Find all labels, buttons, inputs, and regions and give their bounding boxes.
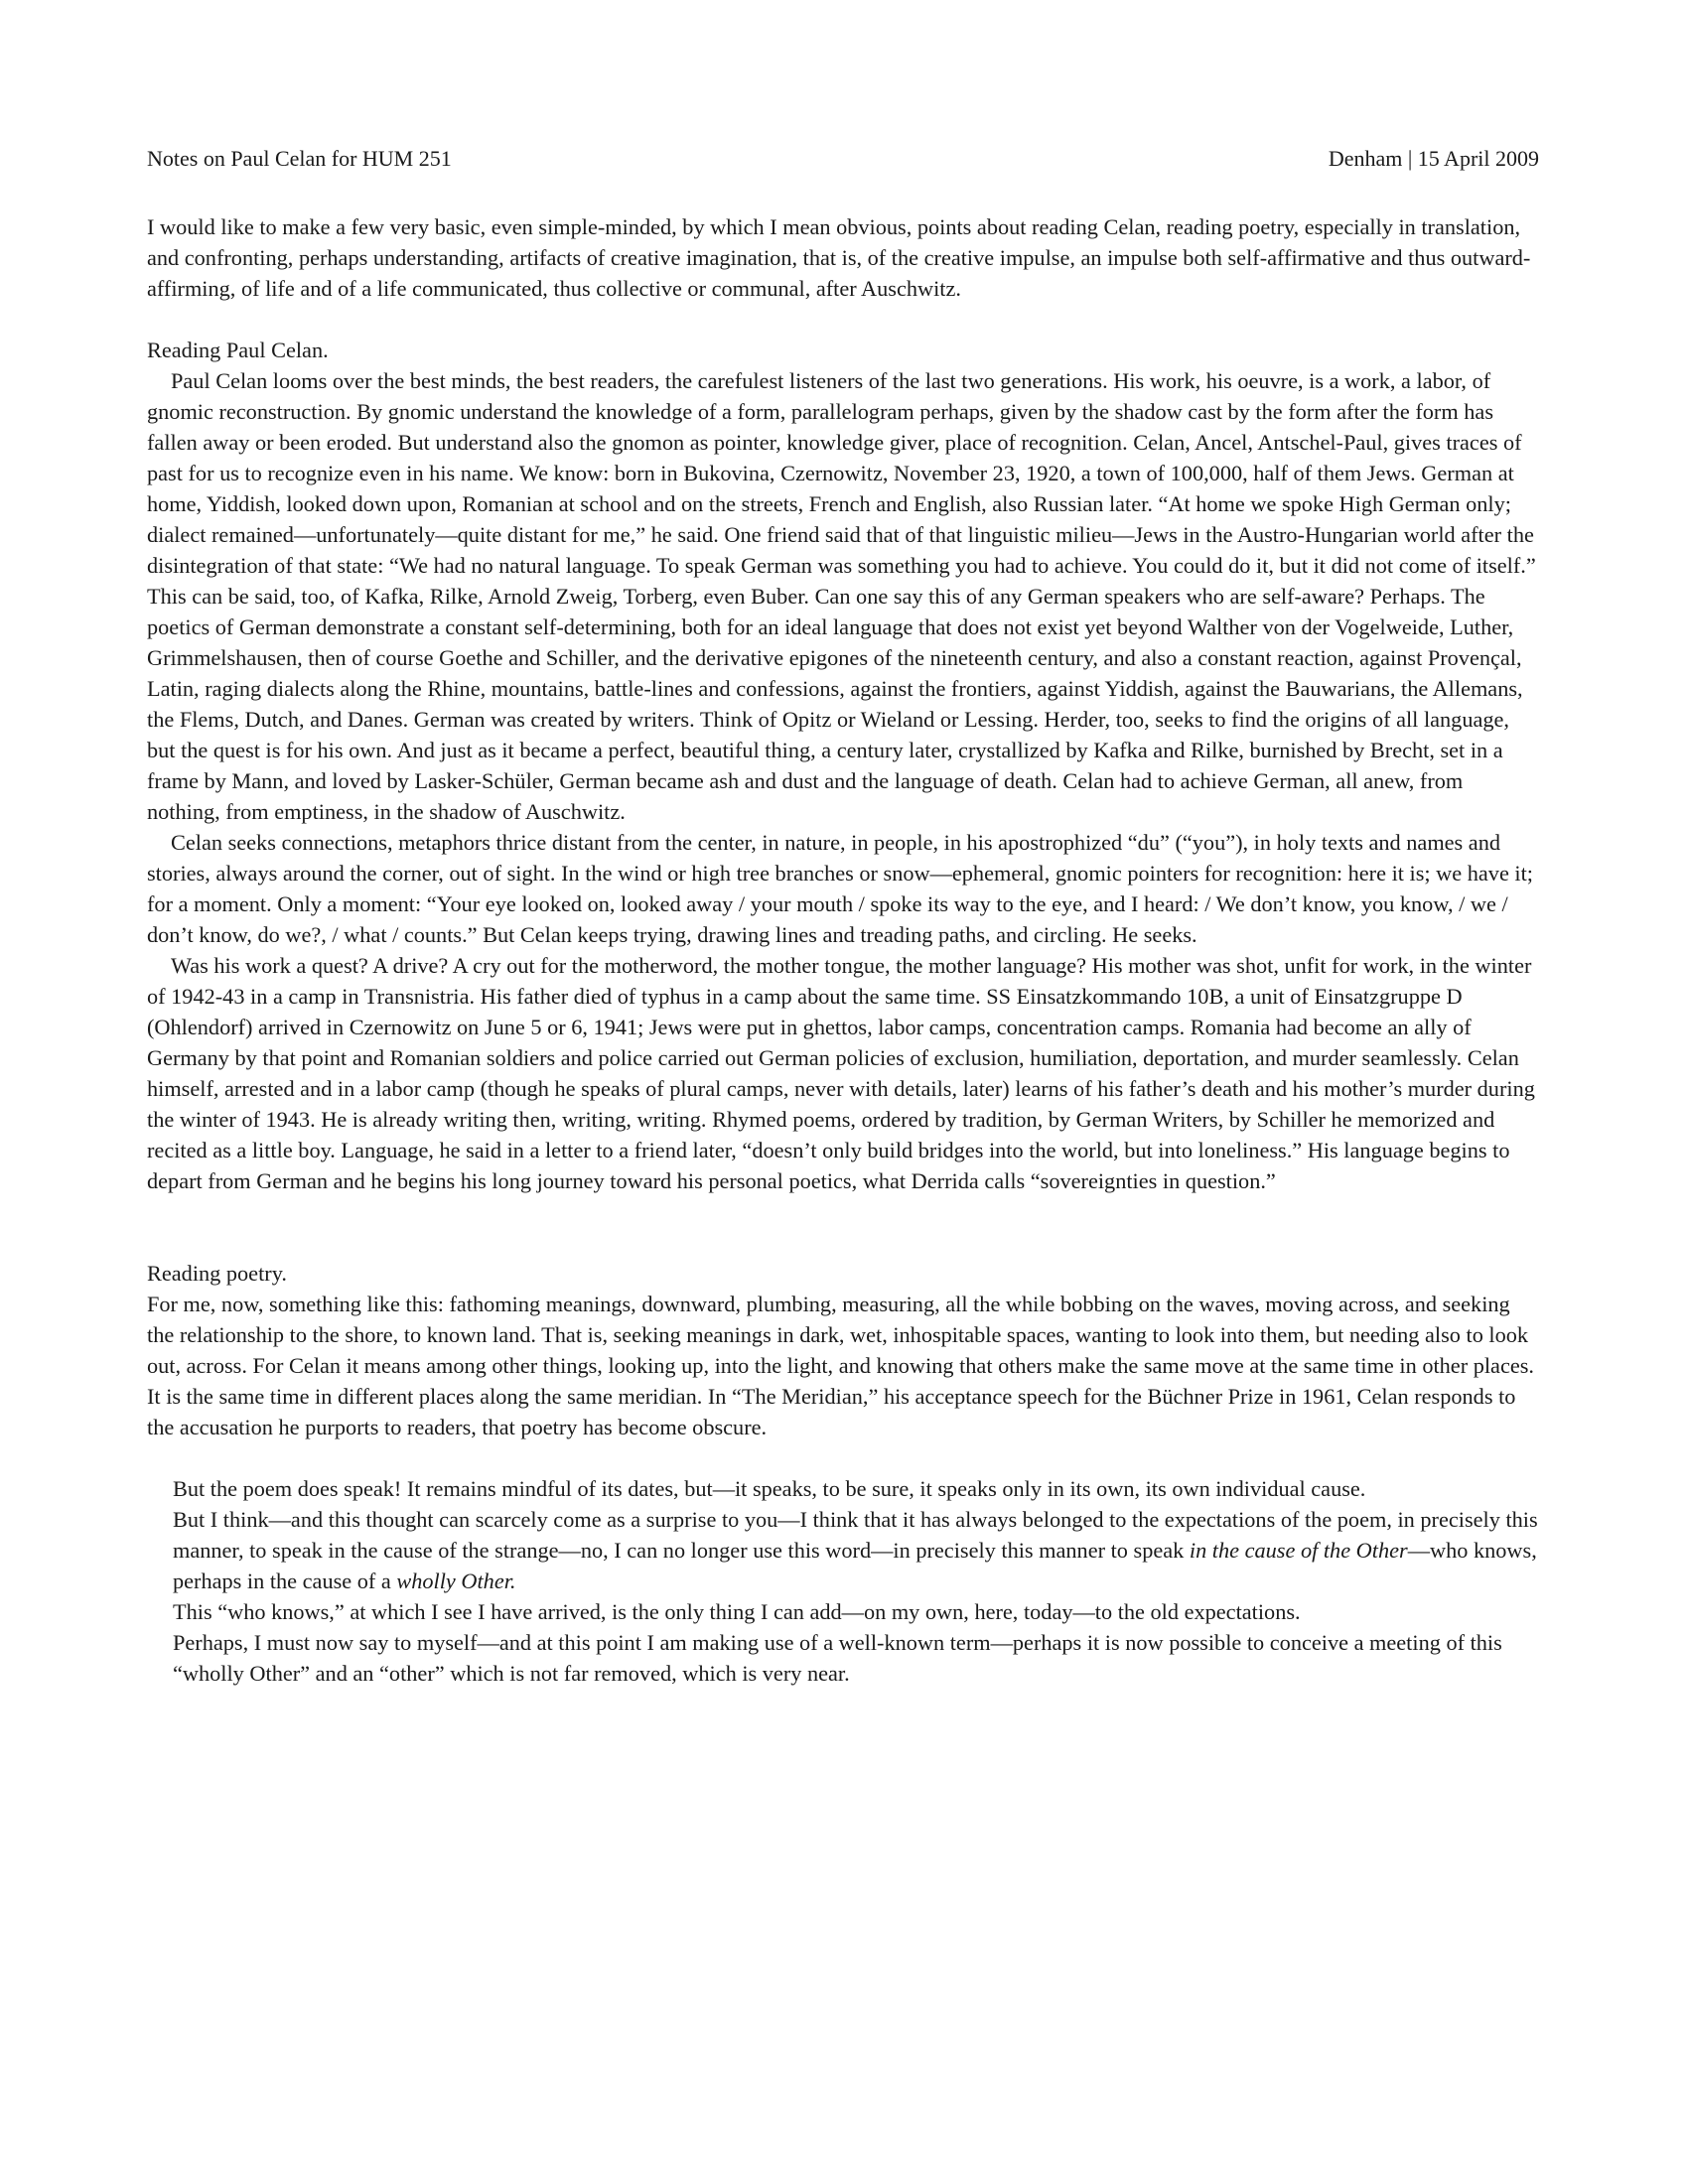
quote-paragraph — [173, 1504, 1539, 1596]
quote-paragraph: But the poem does speak! It remains mindful of its dates, but—it speaks, to be sure, it speaks only in its own, its own individual cause. — [173, 1476, 1366, 1501]
body-paragraph: For me, now, something like this: fathoming meanings, downward, plumbing, measuring, all the while bobbing on the waves, moving across, and seeking the relationship to the shore, to known land. That is, seeking meanings in dark, wet, inhospitable spaces, wanting to look into them, but needing also to look out, across. For Celan it means among other things, looking up, into the light, and knowing that others make the same move at the same time in other places. It is the same time in different places along the same meridian. In “The Meridian,” his acceptance speech for the Büchner Prize in 1961, Celan responds to the accusation he purports to readers, that poetry has become obscure. — [147, 1292, 1534, 1439]
author-name: Denham — [1328, 146, 1403, 171]
section-heading-reading-celan: Reading Paul Celan. — [147, 338, 329, 362]
page-header — [147, 144, 1539, 174]
quote-paragraph: This “who knows,” at which I see I have arrived, is the only thing I can add—on my own, here, today—to the old expectations. — [173, 1599, 1301, 1624]
author-date — [1329, 144, 1539, 174]
section-heading-reading-poetry: Reading poetry. — [147, 1261, 287, 1286]
quote-text: But I think—and this thought can scarcely come as a surprise to you—I think that it has always belonged to the expectations of the poem, in precisely this manner, to speak in the cause of the strange—no, I can no longer use this word—in precisely this manner to speak — [173, 1507, 1538, 1563]
header-separator: | — [1407, 146, 1413, 171]
body-paragraph: Celan seeks connections, metaphors thrice distant from the center, in nature, in people, in his apostrophized “du” (“you”), in holy texts and names and stories, always around the corner, out of sight. In the wind or high tree branches or snow—ephemeral, gnomic pointers for recognition: here it is; we have it; for a moment. Only a moment: “Your eye looked on, looked away / your mouth / spoke its way to the eye, and I heard: / We don’t know, you know, / we / don’t know, do we?, / what / counts.” But Celan keeps trying, drawing lines and treading paths, and circling. He seeks. — [147, 830, 1533, 947]
quote-paragraph: Perhaps, I must now say to myself—and at this point I am making use of a well-known term—perhaps it is now possible to conceive a meeting of this “wholly Other” and an “other” which is not far removed, which is very near. — [173, 1630, 1502, 1686]
section-spacer — [147, 1196, 1539, 1258]
document-page — [147, 144, 1539, 1689]
quote-emphasis: in the cause of the Other — [1189, 1538, 1408, 1563]
intro-paragraph: I would like to make a few very basic, even simple-minded, by which I mean obvious, points about reading Celan, reading poetry, especially in translation, and confronting, perhaps understanding, artifacts of creative imagination, that is, of the creative impulse, an impulse both self-affirmative and thus outward-affirming, of life and of a life communicated, thus collective or communal, after Auschwitz. — [147, 214, 1531, 301]
body-paragraph: Was his work a quest? A drive? A cry out for the motherword, the mother tongue, the mother language? His mother was shot, unfit for work, in the winter of 1942-43 in a camp in Transnistria. His father died of typhus in a camp about the same time. SS Einsatzkommando 10B, a unit of Einsatzgruppe D (Ohlendorf) arrived in Czernowitz on June 5 or 6, 1941; Jews were put in ghettos, labor camps, concentration camps. Romania had become an ally of Germany by that point and Romanian soldiers and police carried out German policies of exclusion, humiliation, deportation, and murder seamlessly. Celan himself, arrested and in a labor camp (though he speaks of plural camps, never with details, later) learns of his father’s death and his mother’s murder during the winter of 1943. He is already writing then, writing, writing. Rhymed poems, ordered by tradition, by German Writers, by Schiller he memorized and recited as a little boy. Language, he said in a letter to a friend later, “doesn’t only build bridges into the world, but into loneliness.” His language begins to depart from German and he begins his long journey toward his personal poetics, what Derrida calls “sovereignties in question.” — [147, 953, 1535, 1193]
quote-text: —who knows, perhaps in the cause of a — [173, 1538, 1537, 1593]
quote-emphasis: wholly Other. — [396, 1569, 516, 1593]
document-title: Notes on Paul Celan for HUM 251 — [147, 146, 452, 171]
block-quote — [173, 1473, 1539, 1689]
body-paragraph: Paul Celan looms over the best minds, the best readers, the carefulest listeners of the last two generations. His work, his oeuvre, is a work, a labor, of gnomic reconstruction. By gnomic understand the knowledge of a form, parallelogram perhaps, given by the shadow cast by the form after the form has fallen away or been eroded. But understand also the gnomon as pointer, knowledge giver, place of recognition. Celan, Ancel, Antschel-Paul, gives traces of past for us to recognize even in his name. We know: born in Bukovina, Czernowitz, November 23, 1920, a town of 100,000, half of them Jews. German at home, Yiddish, looked down upon, Romanian at school and on the streets, French and English, also Russian later. “At home we spoke High German only; dialect remained—unfortunately—quite distant for me,” he said. One friend said that of that linguistic milieu—Jews in the Austro-Hungarian world after the disintegration of that state: “We had no natural language. To speak German was something you had to achieve. You could do it, but it did not come of itself.” This can be said, too, of Kafka, Rilke, Arnold Zweig, Torberg, even Buber. Can one say this of any German speakers who are self-aware? Perhaps. The poetics of German demonstrate a constant self-determining, both for an ideal language that does not exist yet beyond Walther von der Vogelweide, Luther, Grimmelshausen, then of course Goethe and Schiller, and the derivative epigones of the nineteenth century, and also a constant reaction, against Provençal, Latin, raging dialects along the Rhine, mountains, battle-lines and confessions, against the frontiers, against Yiddish, against the Bauwarians, the Allemans, the Flems, Dutch, and Danes. German was created by writers. Think of Opitz or Wieland or Lessing. Herder, too, seeks to find the origins of all language, but the quest is for his own. And just as it became a perfect, beautiful thing, a century later, crystallized by Kafka and Rilke, burnished by Brecht, set in a frame by Mann, and loved by Lasker-Schüler, German became ash and dust and the language of death. Celan had to achieve German, all anew, from nothing, from emptiness, in the shadow of Auschwitz. — [147, 368, 1536, 824]
document-date: 15 April 2009 — [1417, 146, 1539, 171]
